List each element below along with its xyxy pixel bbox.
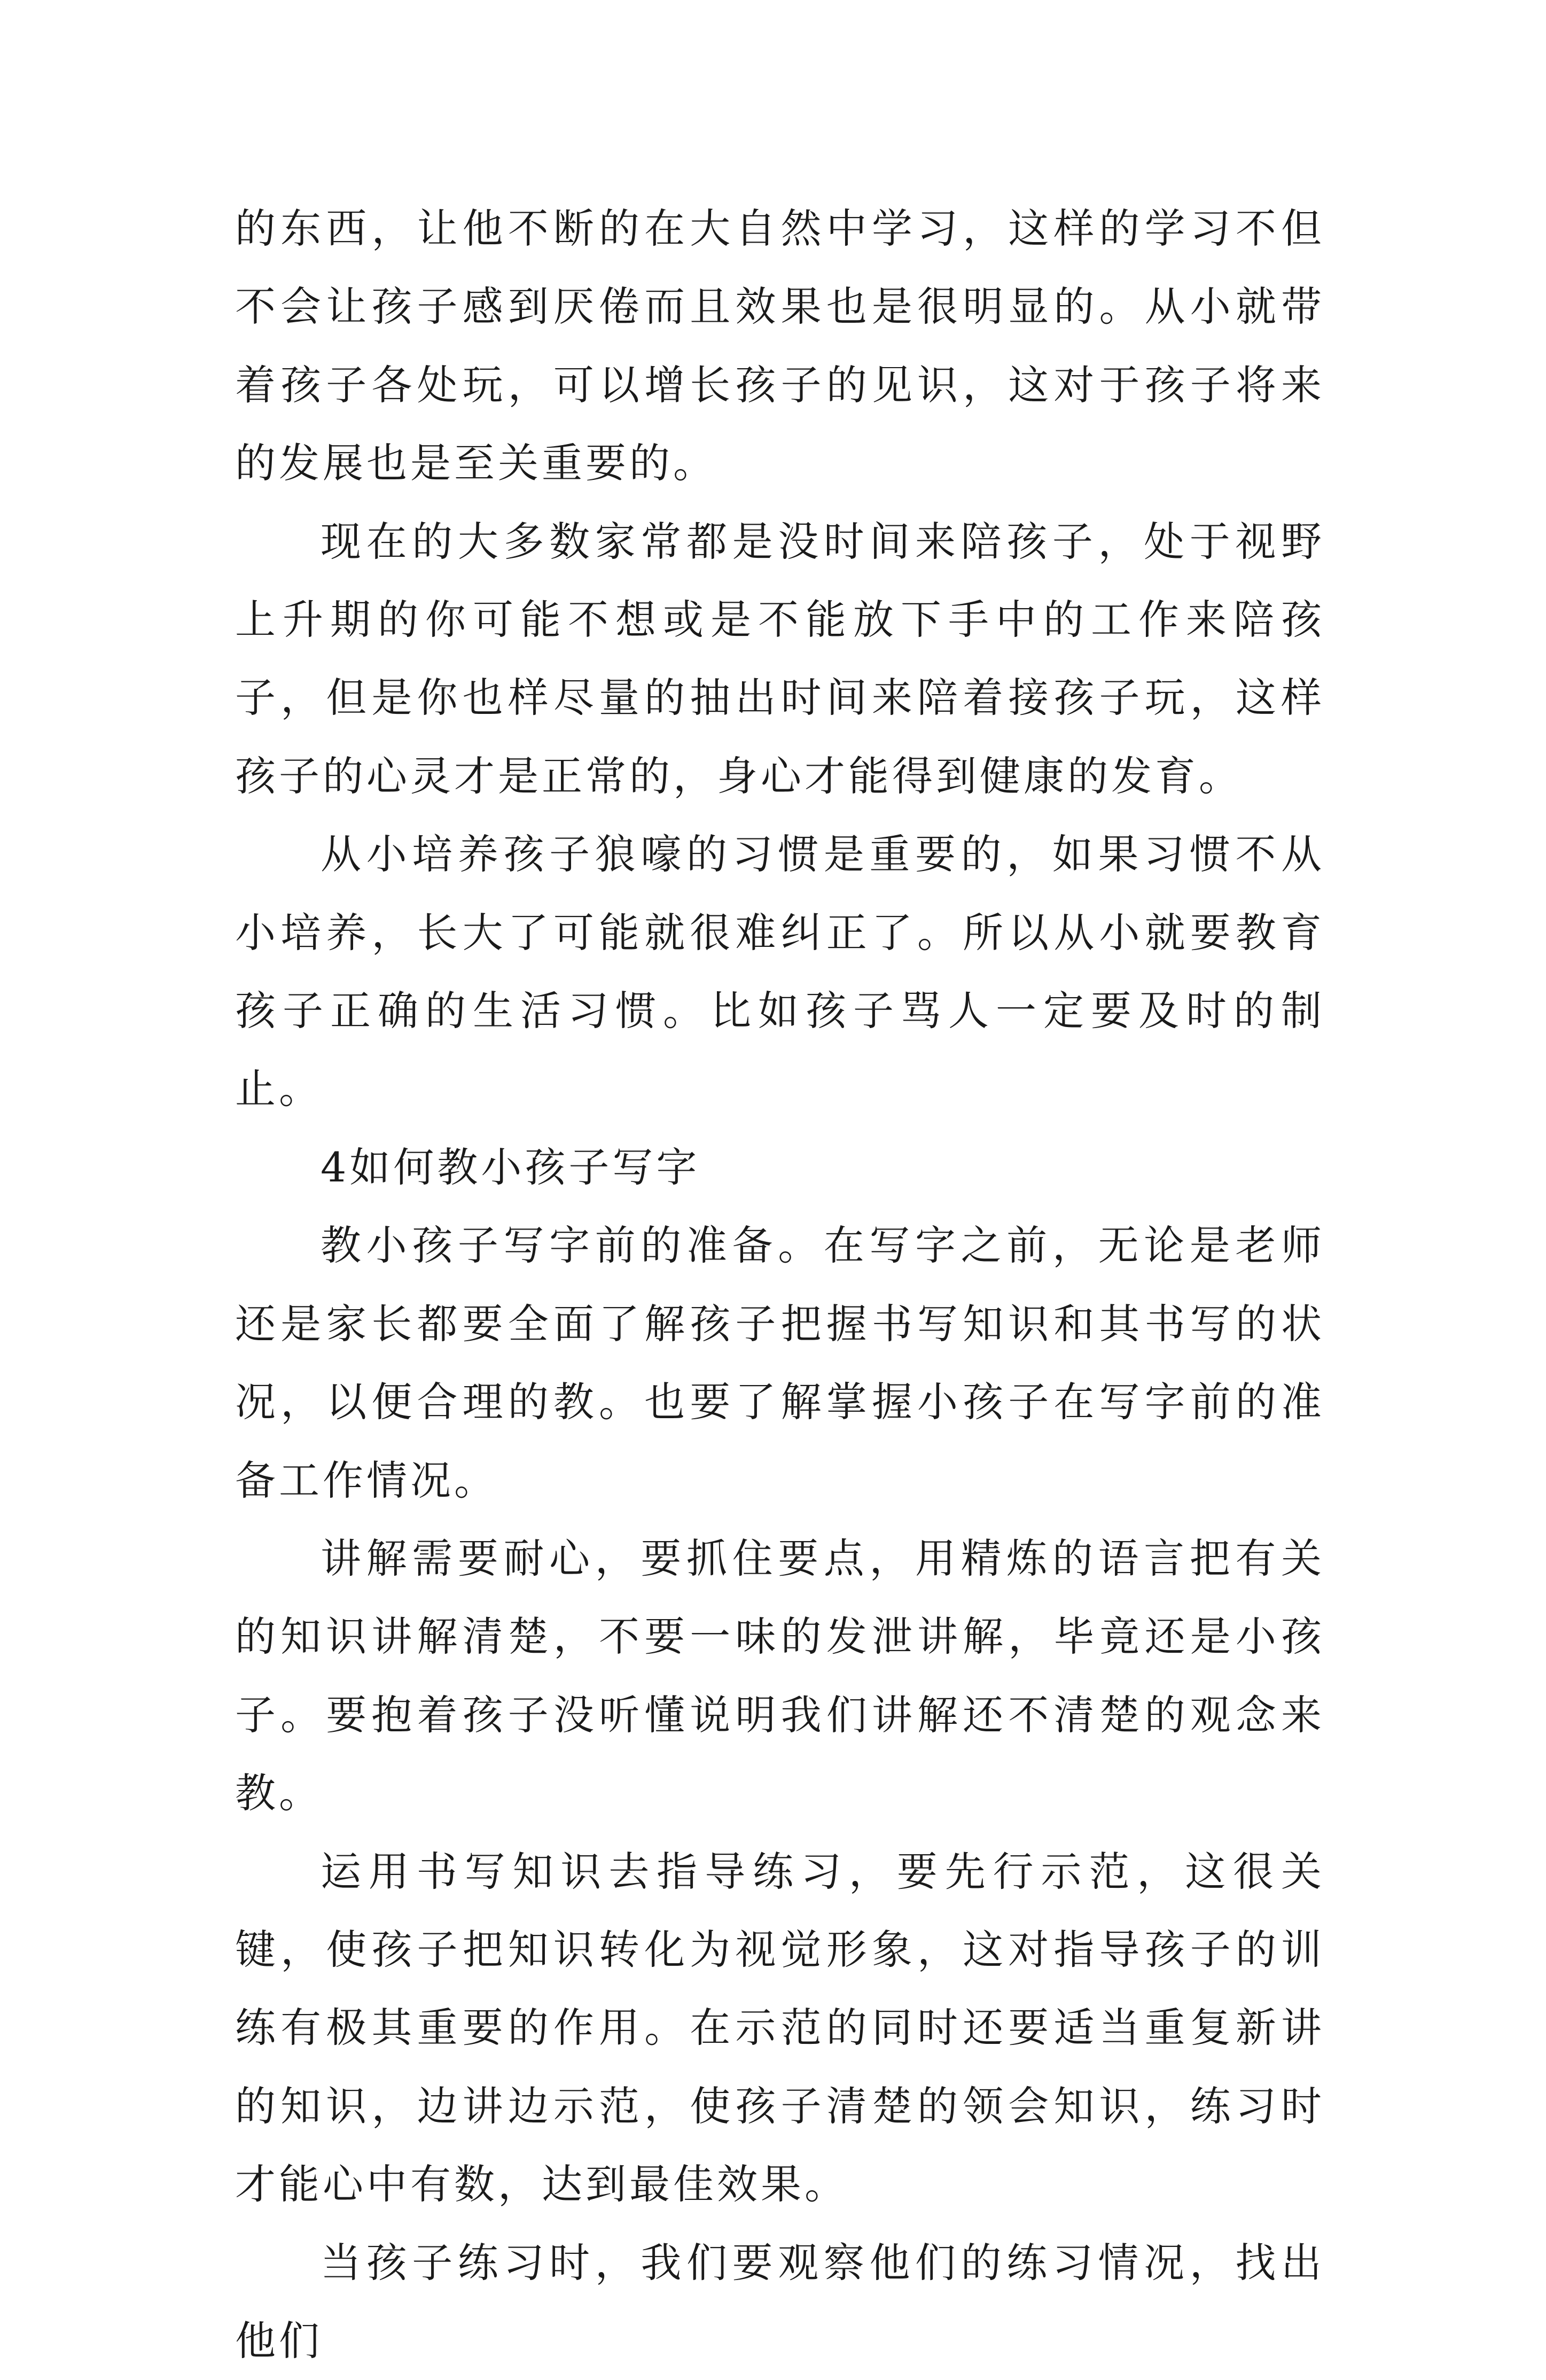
paragraph-writing-preparation: 教小孩子写字前的准备。在写字之前，无论是老师还是家长都要全面了解孩子把握书写知识和其书写的状况，以便合理的教。也要了解掌握小孩子在写字前的准备工作情况。 bbox=[235, 1222, 1325, 1504]
paragraph-continuation: 的东西，让他不断的在大自然中学习，这样的学习不但不会让孩子感到厌倦而且效果也是很明显的。从小就带着孩子各处玩，可以增长孩子的见识，这对于孩子将来的发展也是至关重要的。 bbox=[235, 205, 1325, 487]
paragraph-accompany-children: 现在的大多数家常都是没时间来陪孩子，处于视野上升期的你可能不想或是不能放下手中的工作来陪孩子，但是你也样尽量的抽出时间来陪着接孩子玩，这样孩子的心灵才是正常的，身心才能得到健康的发育。 bbox=[235, 517, 1325, 800]
document-body bbox=[235, 190, 1325, 2380]
paragraph-observe-practice: 当孩子练习时，我们要观察他们的练习情况，找出他们 bbox=[235, 2238, 1325, 2365]
paragraph-demonstration: 运用书写知识去指导练习，要先行示范，这很关键，使孩子把知识转化为视觉形象，这对指导孩子的训练有极其重要的作用。在示范的同时还要适当重复新讲的知识，边讲边示范，使孩子清楚的领会知识，练习时才能心中有数，达到最佳效果。 bbox=[235, 1847, 1325, 2208]
paragraph-explain-patiently: 讲解需要耐心，要抓住要点，用精炼的语言把有关的知识讲解清楚，不要一味的发泄讲解，毕竟还是小孩子。要抱着孩子没听懂说明我们讲解还不清楚的观念来教。 bbox=[235, 1534, 1325, 1817]
paragraph-habits: 从小培养孩子狼嚎的习惯是重要的，如果习惯不从小培养，长大了可能就很难纠正了。所以从小就要教育孩子正确的生活习惯。比如孩子骂人一定要及时的制止。 bbox=[235, 830, 1325, 1113]
section-heading: 4如何教小孩子写字 bbox=[321, 1143, 700, 1191]
